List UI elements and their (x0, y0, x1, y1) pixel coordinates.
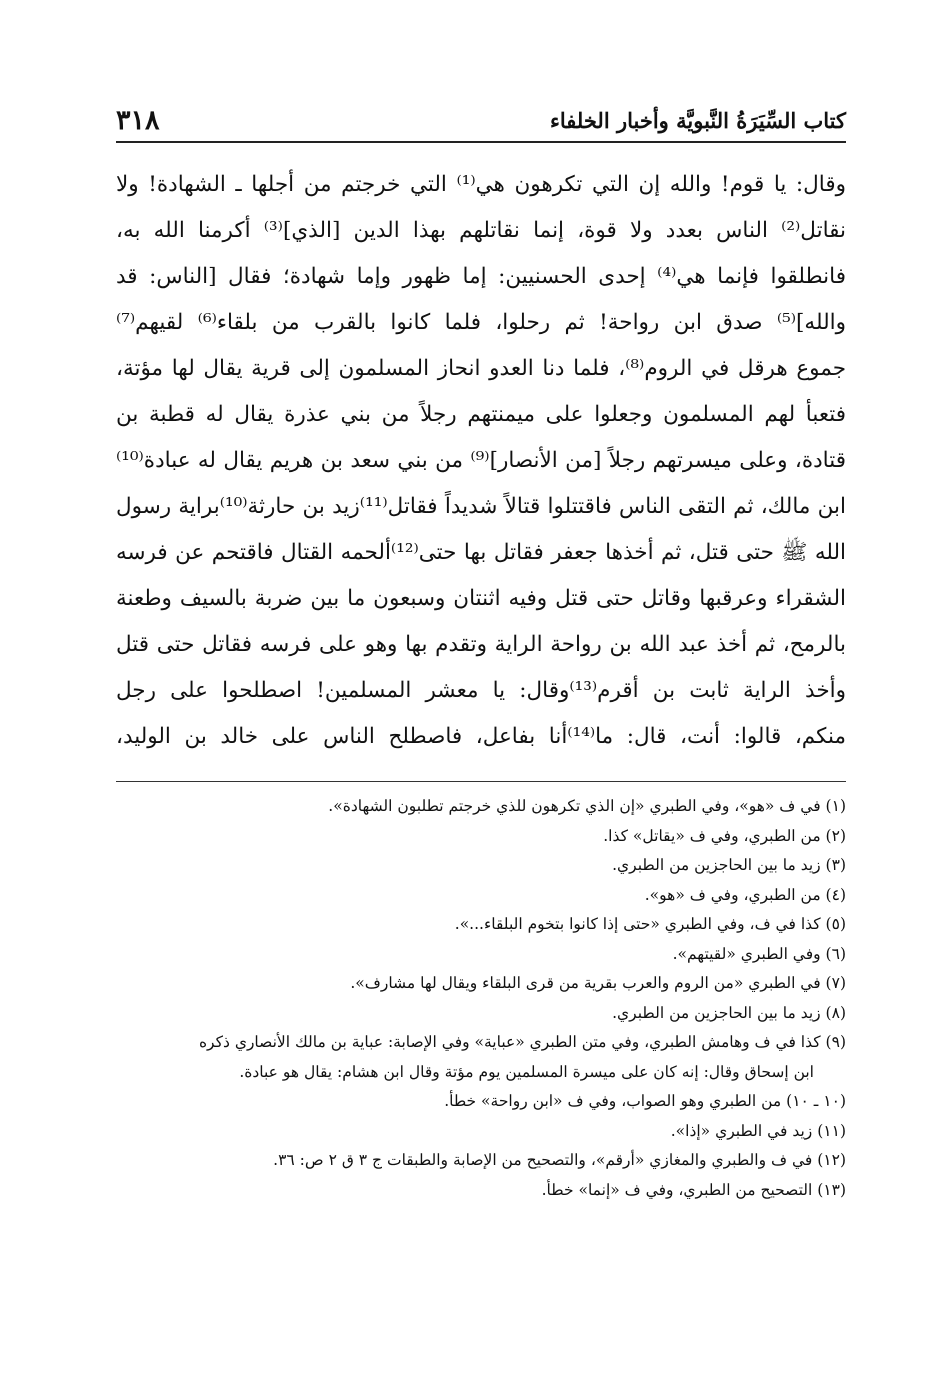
text-line: الله ﷺ حتى قتل، ثم أخذها جعفر فقاتل بها حتى⁽¹²⁾ألحمه القتال فاقتحم عن فرسه (116, 540, 846, 565)
text-line: الشقراء وعرقبها وقاتل حتى قتل وفيه اثنتان وسبعون ما بين ضربة بالسيف وطعنة (116, 586, 846, 611)
footnote-rule (116, 781, 846, 782)
footnote: (٤) من الطبري، وفي ف «هو». (644, 885, 846, 904)
text-line: وقال: يا قوم! والله إن التي تكرهون هي⁽¹⁾ التي خرجتم من أجلها ـ الشهادة! ولا (116, 172, 846, 197)
footnote: (٧) في الطبري «من الروم والعرب بقرية من قرى البلقاء ويقال لها مشارف». (350, 974, 846, 992)
footnote: (١٢) في ف والطبري والمغازي «أرقم»، والتصحيح من الإصابة والطبقات ج ٣ ق ٢ ص: ٣٦. (273, 1151, 846, 1169)
text-line: والله]⁽⁵⁾ صدق ابن رواحة! ثم رحلوا، فلما كانوا بالقرب من بلقاء⁽⁶⁾ لقيهم⁽⁷⁾ (116, 310, 846, 335)
text-line: وأخذ الراية ثابت بن أقرم⁽¹³⁾وقال: يا معشر المسلمين! اصطلحوا على رجل (116, 678, 846, 703)
text-line: جموع هرقل في الروم⁽⁸⁾، فلما دنا العدو انحاز المسلمون إلى قرية يقال لها مؤتة، (116, 356, 846, 381)
footnote: (١٣) التصحيح من الطبري، وفي ف «إنما» خطأ. (541, 1180, 846, 1199)
text-line: بالرمح، ثم أخذ عبد الله بن رواحة الراية وتقدم بها وهو على فرسه فقاتل حتى قتل (116, 632, 846, 657)
footnote: (١٠ ـ ١٠) من الطبري وهو الصواب، وفي ف «ابن رواحة» خطأ. (444, 1092, 846, 1110)
footnote-continuation: ابن إسحاق وقال: إنه كان على ميسرة المسلمين يوم مؤتة وقال ابن هشام: يقال هو عبادة. (239, 1062, 814, 1081)
footnote: (٣) زيد ما بين الحاجزين من الطبري. (612, 856, 846, 874)
page-number: ٣١٨ (116, 105, 160, 136)
footnote: (٨) زيد ما بين الحاجزين من الطبري. (612, 1003, 846, 1022)
main-text (116, 162, 846, 760)
text-line: فانطلقوا فإنما هي⁽⁴⁾ إحدى الحسنيين: إما ظهور وإما شهادة؛ فقال [الناس: قد (116, 264, 846, 289)
running-title: كتاب السِّيَرَةُ النَّبويَّة وأخبار الخلفاء (550, 108, 846, 133)
text-line: ابن مالك، ثم التقى الناس فاقتتلوا قتالاً شديداً فقاتل⁽¹¹⁾زيد بن حارثة⁽¹⁰⁾براية رسول (116, 494, 846, 519)
text-line: قتادة، وعلى ميسرتهم رجلاً [من الأنصار]⁽⁹⁾ من بني سعد بن هريم يقال له عبادة⁽¹⁰⁾ (116, 448, 846, 473)
text-line: فتعبأ لهم المسلمون وجعلوا على ميمنتهم رجلاً من بني عذرة يقال له قطبة بن (116, 402, 846, 427)
page-header (116, 96, 846, 136)
footnote: (١١) زيد في الطبري «إذا». (670, 1121, 846, 1140)
text-line: منكم، قالوا: أنت، قال: ما⁽¹⁴⁾أنا بفاعل، فاصطلح الناس على خالد بن الوليد، (116, 724, 846, 749)
footnote: (١) في ف «هو»، وفي الطبري «إن الذي تكرهون للذي خرجتم تطلبون الشهادة». (328, 797, 846, 815)
header-rule (116, 141, 846, 143)
footnotes (116, 792, 846, 1205)
text-line: نقاتل⁽²⁾ الناس بعدد ولا قوة، إنما نقاتلهم بهذا الدين [الذي]⁽³⁾ أكرمنا الله به، (116, 218, 846, 243)
footnote: (٢) من الطبري، وفي ف «يقاتل» كذا. (603, 826, 846, 845)
footnote: (٥) كذا في ف، وفي الطبري «حتى إذا كانوا بتخوم البلقاء...». (454, 915, 846, 933)
footnote: (٩) كذا في ف وهامش الطبري، وفي متن الطبري «عباية» وفي الإصابة: عباية بن مالك الأنصاري ذكره (198, 1033, 846, 1051)
footnote: (٦) وفي الطبري «لقيتهم». (672, 944, 846, 963)
